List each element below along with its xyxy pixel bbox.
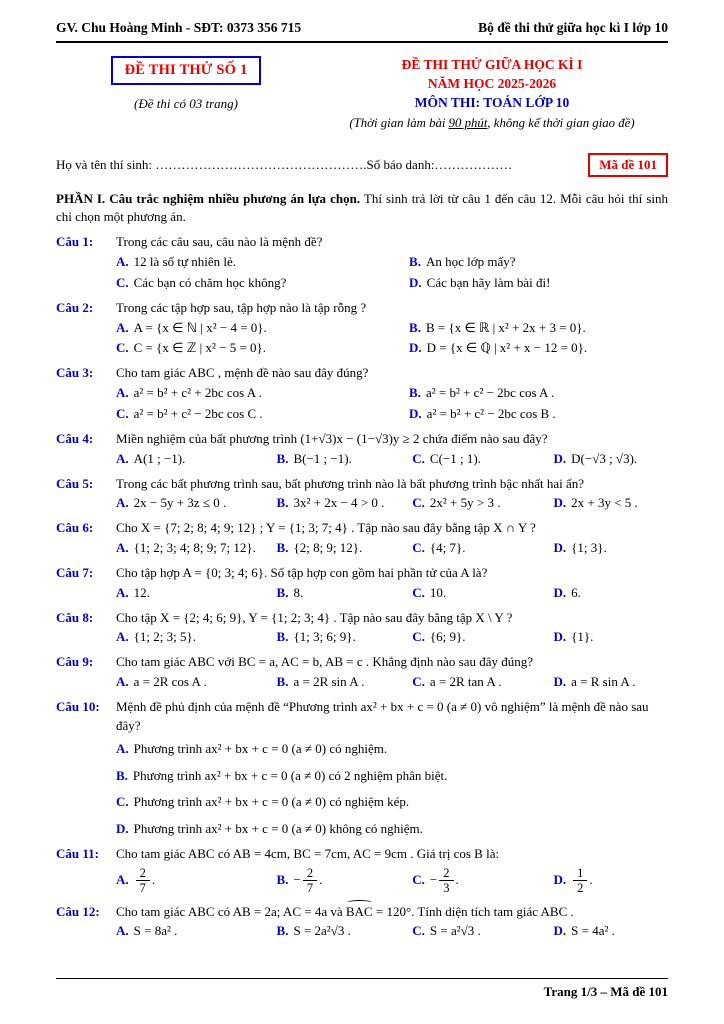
pages-note: (Đề thi có 03 trang): [134, 96, 238, 111]
options-grid: [116, 865, 668, 897]
question: [56, 609, 668, 648]
question-stem: Cho tập X = {2; 4; 6; 9}, Y = {1; 2; 3; 4} . Tập nào sau đây bằng tập X \ Y ?: [116, 609, 513, 625]
question-body: [116, 653, 668, 692]
question-stem: Cho tam giác ABC với BC = a, AC = b, AB = c . Khẳng định nào sau đây đúng?: [116, 654, 534, 670]
question-label: Câu 5:: [56, 475, 94, 491]
option: [412, 584, 547, 603]
question-label: Câu 7:: [56, 564, 94, 580]
option-letter: B.: [276, 674, 289, 690]
option: [116, 767, 668, 786]
option-text: Phương trình ax² + bx + c = 0 (a ≠ 0) có 2 nghiệm phân biệt.: [132, 767, 448, 783]
collection-title: Bộ đề thi thử giữa học kì I lớp 10: [478, 20, 668, 35]
option-text: S = 8a² .: [133, 923, 178, 939]
option-letter: C.: [116, 274, 129, 290]
option-letter: C.: [412, 674, 425, 690]
option-tail: .: [151, 872, 156, 888]
option-text: A(1 ; −1).: [133, 450, 186, 466]
option-text: {4; 7}.: [429, 540, 466, 556]
option-tail: .: [319, 872, 323, 888]
option: [116, 494, 271, 513]
option-text: a² = b² + c² − 2bc cos C .: [133, 406, 263, 422]
option: [554, 450, 681, 469]
options-grid: [116, 384, 668, 424]
option-letter: B.: [409, 319, 421, 335]
option-text: {1; 2; 3; 5}.: [133, 629, 196, 645]
options-grid: [116, 539, 668, 558]
option: [409, 253, 674, 272]
option-letter: C.: [116, 794, 129, 810]
option-letter: A.: [116, 385, 129, 401]
fraction-denominator: 7: [306, 881, 314, 896]
option-letter: A.: [116, 674, 129, 690]
option: [116, 584, 271, 603]
option-letter: C.: [412, 629, 425, 645]
option: [412, 494, 547, 513]
options-grid: [116, 584, 668, 603]
option-text: a² = b² + c² + 2bc cos A .: [133, 385, 262, 401]
question-label: Câu 10:: [56, 698, 100, 714]
option: [554, 494, 681, 513]
option-text: {1; 3; 6; 9}.: [293, 629, 356, 645]
option: [409, 339, 674, 358]
option-text: A = {x ∈ ℕ | x² − 4 = 0}.: [133, 319, 267, 335]
option: [116, 274, 403, 293]
option-letter: B.: [409, 254, 421, 270]
option-letter: A.: [116, 872, 129, 888]
option-text: D(−√3 ; √3).: [571, 450, 638, 466]
option-letter: B.: [409, 385, 421, 401]
question-label: Câu 2:: [56, 299, 94, 315]
option-letter: A.: [116, 319, 129, 335]
option-letter: A.: [116, 495, 129, 511]
option-text: 6.: [571, 584, 581, 600]
option: [409, 384, 674, 403]
option-text: a = 2R cos A .: [133, 674, 207, 690]
exam-title: ĐỀ THI THỬ GIỮA HỌC KÌ I: [401, 57, 583, 72]
option: [412, 450, 547, 469]
question-stem: Cho tập hợp A = {0; 3; 4; 6}. Số tập hợp con gồm hai phần tử của A là?: [116, 564, 488, 580]
options-grid: [116, 628, 668, 647]
part1-heading: [56, 190, 668, 228]
question-body: [116, 299, 668, 359]
option-letter: D.: [553, 629, 567, 645]
option: [412, 922, 547, 941]
option: [116, 384, 403, 403]
options-grid: [116, 450, 668, 469]
question-stem: Cho tam giác ABC có AB = 2a; AC = 4a và BAC = 120°. Tính diện tích tam giác ABC .: [116, 903, 668, 922]
fraction: [303, 866, 317, 896]
option-text: D = {x ∈ ℚ | x² + x − 12 = 0}.: [426, 340, 588, 356]
option: [277, 450, 407, 469]
question-stem: Cho tam giác ABC có AB = 4cm, BC = 7cm, AC = 9cm . Giá trị cos B là:: [116, 846, 500, 862]
question-body: [116, 430, 668, 469]
option-letter: B.: [276, 923, 289, 939]
option: [412, 865, 547, 897]
title-right-column: [316, 56, 668, 133]
option-text: Phương trình ax² + bx + c = 0 (a ≠ 0) có nghiệm.: [133, 740, 388, 756]
option: [116, 820, 668, 839]
option-text: {6; 9}.: [429, 629, 466, 645]
student-id-label: Số báo danh:………………: [366, 156, 513, 172]
option-letter: B.: [276, 872, 289, 888]
options-grid: [116, 319, 668, 359]
option-text: An học lớp mấy?: [425, 254, 516, 270]
option-letter: D.: [553, 450, 567, 466]
question-stem: Miền nghiệm của bất phương trình (1+√3)x − (1−√3)y ≥ 2 chứa điểm nào sau đây?: [116, 430, 548, 446]
part1-heading-instructions: Thí sinh trả lời từ câu 1 đến câu 12. Mỗi câu hỏi thí sinh chỉ chọn một phương án.: [56, 190, 668, 225]
question-stem: Trong các tập hợp sau, tập hợp nào là tập rỗng ?: [116, 299, 367, 315]
options-grid: [116, 740, 668, 839]
option-text: 8.: [293, 584, 304, 600]
option-text: S = 2a²√3 .: [293, 923, 351, 939]
option: [277, 584, 407, 603]
option-letter: A.: [116, 740, 129, 756]
option-letter: D.: [553, 584, 567, 600]
school-year: NĂM HỌC 2025-2026: [427, 75, 557, 91]
student-info-row: [56, 153, 668, 177]
option-letter: D.: [553, 923, 567, 939]
option-text: 10.: [429, 584, 447, 600]
option-text: S = a²√3 .: [429, 923, 481, 939]
option-letter: C.: [116, 340, 129, 356]
question: [56, 364, 668, 424]
option-text: 2x² + 5y > 3 .: [429, 495, 501, 511]
option: [116, 793, 668, 812]
option-letter: A.: [116, 254, 129, 270]
options-grid: [116, 494, 668, 513]
fraction-numerator: 2: [136, 866, 150, 881]
option-letter: A.: [116, 540, 129, 556]
page-footer: Trang 1/3 – Mã đề 101: [56, 978, 668, 1000]
question-label: Câu 9:: [56, 654, 94, 670]
option-text: a² = b² + c² − 2bc cos B .: [426, 406, 556, 422]
option: [554, 584, 681, 603]
question-body: [116, 475, 668, 514]
question: [56, 233, 668, 293]
question-body: [116, 698, 668, 839]
option-text: a = 2R tan A .: [429, 674, 502, 690]
option-letter: D.: [553, 540, 567, 556]
question-label: Câu 11:: [56, 846, 99, 862]
option: [554, 628, 681, 647]
option-letter: B.: [276, 629, 289, 645]
option-text: Các bạn có chăm học không?: [133, 274, 287, 290]
fraction: [136, 866, 150, 896]
option-text: 2x + 3y < 5 .: [571, 495, 638, 511]
option-text: S = 4a² .: [571, 923, 615, 939]
option: [277, 922, 407, 941]
option-letter: A.: [116, 450, 129, 466]
option: [116, 539, 271, 558]
question-body: [116, 564, 668, 603]
question: [56, 903, 668, 942]
option: [277, 539, 407, 558]
options-grid: [116, 673, 668, 692]
option: [116, 922, 271, 941]
option-text: Các bạn hãy làm bài đi!: [426, 274, 551, 290]
question-body: [116, 845, 668, 897]
question-body: [116, 364, 668, 424]
question-body: [116, 903, 668, 942]
question-body: [116, 233, 668, 293]
question: [56, 698, 668, 839]
option-letter: D.: [409, 340, 422, 356]
option-letter: C.: [412, 584, 425, 600]
question: [56, 564, 668, 603]
option: [116, 628, 271, 647]
option-letter: A.: [116, 584, 129, 600]
option-text: 2x − 5y + 3z ≤ 0 .: [133, 495, 227, 511]
fraction-denominator: 3: [443, 881, 450, 896]
option-text: 12.: [133, 584, 150, 600]
option: [116, 673, 271, 692]
option: [412, 628, 547, 647]
option: [277, 628, 407, 647]
option-text: a² = b² + c² − 2bc cos A .: [425, 385, 555, 401]
question: [56, 845, 668, 897]
question-label: Câu 4:: [56, 430, 94, 446]
fraction-sign: −: [429, 872, 438, 888]
question: [56, 519, 668, 558]
option-letter: B.: [276, 584, 289, 600]
option-tail: .: [589, 872, 593, 888]
question-label: Câu 8:: [56, 609, 94, 625]
question-stem: Cho X = {7; 2; 8; 4; 9; 12} ; Y = {1; 3; 7; 4} . Tập nào sau đây bằng tập X ∩ Y ?: [116, 520, 536, 536]
option: [116, 339, 403, 358]
option-text: {1; 2; 3; 4; 8; 9; 7; 12}.: [133, 540, 256, 556]
option-letter: A.: [116, 923, 129, 939]
fraction-numerator: 2: [439, 866, 453, 881]
option-text: a = R sin A .: [571, 674, 636, 690]
option: [116, 319, 403, 338]
option-text: B = {x ∈ ℝ | x² + 2x + 3 = 0}.: [425, 319, 586, 335]
option-letter: C.: [412, 540, 425, 556]
option-letter: C.: [412, 923, 425, 939]
title-block: [56, 56, 668, 133]
question: [56, 299, 668, 359]
fraction: [439, 866, 453, 896]
option-text: {1; 3}.: [571, 540, 607, 556]
question-label: Câu 3:: [56, 365, 94, 381]
option-letter: B.: [276, 540, 289, 556]
title-left-column: [56, 56, 316, 133]
fraction-denominator: 2: [577, 881, 584, 896]
option-letter: D.: [409, 274, 422, 290]
fraction-numerator: 2: [303, 866, 317, 881]
option: [412, 673, 547, 692]
option-text: Phương trình ax² + bx + c = 0 (a ≠ 0) không có nghiệm.: [133, 821, 423, 837]
question-stem: Mệnh đề phủ định của mệnh đề “Phương trình ax² + bx + c = 0 (a ≠ 0) vô nghiệm” là mệnh đề nào sau đây?: [116, 698, 649, 733]
time-note: (Thời gian làm bài 90 phút, không kể thời gian giao đề): [349, 115, 635, 130]
angle-hat-text: BAC: [346, 903, 373, 922]
question: [56, 475, 668, 514]
option: [554, 922, 681, 941]
question-body: [116, 519, 668, 558]
exam-number-box: ĐỀ THI THỬ SỐ 1: [111, 56, 262, 85]
option-letter: D.: [116, 821, 129, 837]
fraction-sign: −: [293, 872, 301, 888]
option: [409, 319, 674, 338]
student-name-label: Họ và tên thí sinh: ………………………………………….: [56, 156, 367, 172]
option-letter: C.: [412, 450, 425, 466]
document-header: [56, 20, 668, 43]
options-grid: [116, 253, 668, 293]
option-text: C = {x ∈ ℤ | x² − 5 = 0}.: [133, 340, 267, 356]
teacher-info: GV. Chu Hoàng Minh - SĐT: 0373 356 715: [56, 20, 302, 35]
option-letter: C.: [412, 495, 425, 511]
option: [409, 405, 674, 424]
option: [116, 405, 403, 424]
option-text: B(−1 ; −1).: [293, 450, 352, 466]
question: [56, 430, 668, 469]
student-fill-in-line: [56, 157, 512, 173]
option-letter: B.: [276, 495, 289, 511]
option-letter: D.: [553, 674, 567, 690]
option: [277, 494, 407, 513]
option-letter: A.: [116, 629, 129, 645]
option-text: {1}.: [571, 629, 594, 645]
exam-code-badge: Mã đề 101: [588, 153, 668, 177]
option-letter: B.: [116, 767, 128, 783]
option-letter: D.: [553, 495, 567, 511]
fraction: [573, 866, 587, 896]
question-label: Câu 6:: [56, 520, 94, 536]
option-tail: .: [455, 872, 459, 888]
question-stem: Cho tam giác ABC , mệnh đề nào sau đây đúng?: [116, 365, 369, 381]
option: [277, 673, 407, 692]
option: [409, 274, 674, 293]
option-text: 12 là số tự nhiên lẻ.: [133, 254, 237, 270]
question: [56, 653, 668, 692]
options-grid: [116, 922, 668, 941]
question-label: Câu 12:: [56, 903, 100, 919]
question-label: Câu 1:: [56, 234, 94, 250]
question-stem: Trong các câu sau, câu nào là mệnh đề?: [116, 234, 323, 250]
question-stem: Trong các bất phương trình sau, bất phương trình nào là bất phương trình bậc nhất hai ẩn?: [116, 475, 585, 491]
option: [116, 450, 271, 469]
option: [277, 865, 407, 897]
option-letter: D.: [553, 872, 567, 888]
option-letter: B.: [276, 450, 289, 466]
question-body: [116, 609, 668, 648]
option: [554, 673, 681, 692]
option: [554, 865, 681, 897]
fraction-numerator: 1: [573, 866, 587, 881]
option-text: {2; 8; 9; 12}.: [293, 540, 363, 556]
option-text: C(−1 ; 1).: [429, 450, 481, 466]
option: [412, 539, 547, 558]
time-duration: 90 phút: [448, 115, 488, 130]
option-letter: C.: [412, 872, 425, 888]
option: [116, 253, 403, 272]
subject-line: MÔN THI: TOÁN LỚP 10: [414, 94, 570, 110]
option: [554, 539, 681, 558]
option: [116, 740, 668, 759]
option-text: a = 2R sin A .: [293, 674, 365, 690]
option-text: Phương trình ax² + bx + c = 0 (a ≠ 0) có nghiệm kép.: [133, 794, 410, 810]
option: [116, 865, 271, 897]
option-text: 3x² + 2x − 4 > 0 .: [293, 495, 385, 511]
fraction-denominator: 7: [139, 881, 146, 896]
option-letter: D.: [409, 406, 422, 422]
option-letter: C.: [116, 406, 129, 422]
part1-heading-title: PHẦN I. Câu trắc nghiệm nhiều phương án lựa chọn.: [56, 190, 361, 206]
